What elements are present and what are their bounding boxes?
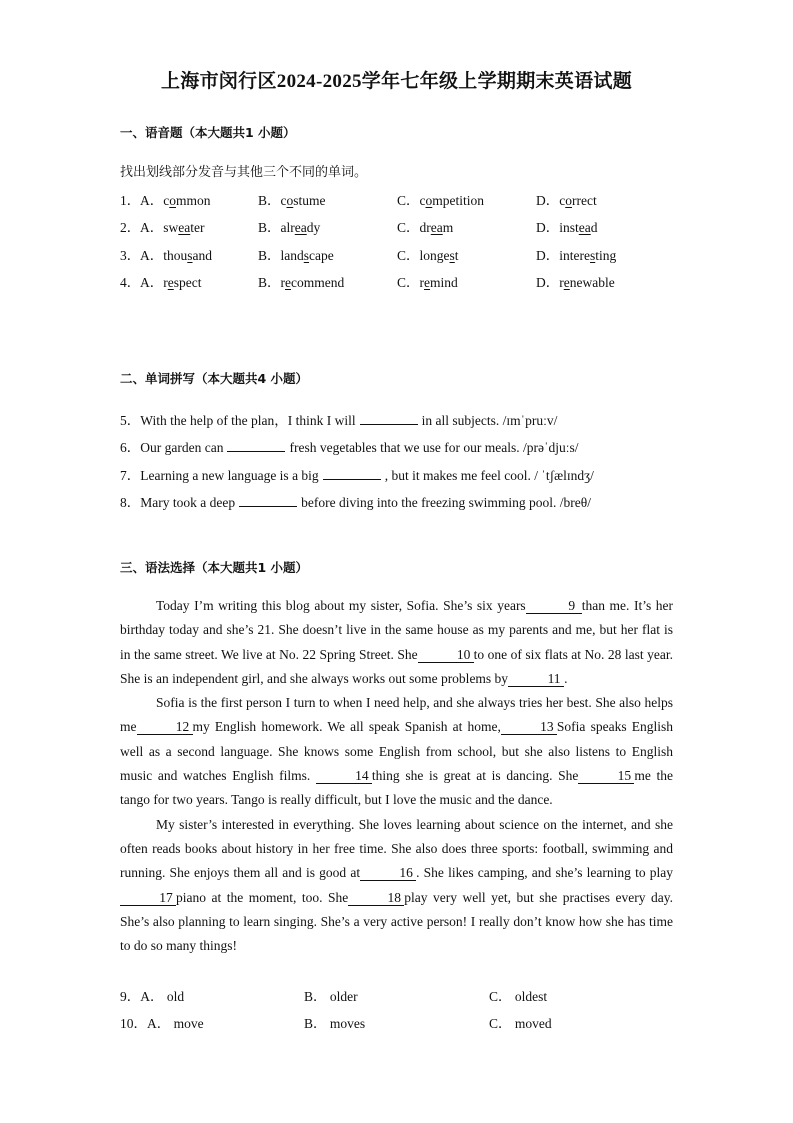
word-part: dr: [419, 220, 431, 236]
answer-option[interactable]: [140, 271, 202, 291]
passage-text: play very well yet, but she practises every day. She’s also planning to learn singing. She’s a very active person! I really don’t know how she has time to do so many things!: [120, 889, 673, 954]
passage-text: thing she is great at is dancing. She: [371, 768, 579, 784]
answer-option[interactable]: [397, 271, 458, 291]
blank-13[interactable]: 13: [501, 719, 557, 735]
underlined-part: e: [563, 274, 570, 290]
word-part: spect: [173, 274, 202, 290]
answer-row: [120, 1012, 720, 1032]
answer-blank[interactable]: [239, 494, 297, 507]
answer-blank[interactable]: [360, 412, 418, 425]
passage-text: me the tango for two years. Tango is really difficult, but I love the music and the dance.: [120, 768, 674, 808]
answer-option[interactable]: [120, 1012, 204, 1032]
passage-paragraph-2: [120, 691, 673, 812]
grammar-passage: [120, 594, 673, 958]
option-letter: B．: [258, 193, 281, 208]
word-part: ting: [595, 247, 617, 263]
spelling-question: [120, 409, 557, 429]
answer-row: [120, 985, 720, 1005]
underlined-part: s: [449, 247, 455, 263]
passage-paragraph-1: [120, 594, 673, 691]
question-row: [120, 189, 720, 209]
answer-option[interactable]: [258, 216, 320, 236]
answer-option[interactable]: [140, 189, 211, 209]
question-number: 1．: [120, 193, 141, 208]
blank-15[interactable]: 15: [578, 768, 634, 784]
blank-18[interactable]: 18: [348, 890, 404, 906]
option-text: moved: [514, 1016, 552, 1032]
spelling-question: [120, 491, 591, 511]
word-part: alr: [280, 220, 295, 236]
question-text: With the help of the plan，I think I will: [140, 413, 356, 428]
answer-option[interactable]: [258, 189, 326, 209]
option-letter: A．: [140, 193, 164, 208]
passage-text: . She likes camping, and she’s learning to play: [416, 865, 674, 881]
underlined-part: o: [286, 193, 294, 208]
word-part: and: [192, 247, 213, 263]
answer-option[interactable]: [140, 244, 212, 264]
question-row: [120, 271, 720, 291]
answer-option[interactable]: [258, 244, 334, 264]
question-row: [120, 216, 720, 236]
option-text: moves: [329, 1016, 366, 1032]
spelling-question: [120, 464, 594, 484]
option-letter: B．: [258, 274, 281, 290]
word-part: longe: [419, 247, 450, 263]
word-part: c: [280, 193, 287, 208]
option-letter: B．: [304, 989, 327, 1004]
word-part: d: [590, 220, 598, 236]
question-row: [120, 244, 720, 264]
word-part: mmon: [176, 193, 211, 208]
answer-option[interactable]: [489, 1012, 552, 1032]
word-part: stume: [293, 193, 326, 208]
question-number: 5．: [120, 413, 141, 428]
question-text: , but it makes me feel cool. / ˈtʃælɪndʒ/: [384, 467, 594, 483]
answer-option[interactable]: [304, 985, 358, 1005]
question-number: 3．: [120, 247, 141, 263]
underlined-part: s: [187, 247, 193, 263]
option-letter: C．: [489, 1016, 512, 1032]
section-1-heading: 一、语音题（本大题共1 小题）: [120, 125, 296, 140]
section-2-heading: 二、单词拼写（本大题共4 小题）: [120, 371, 309, 386]
answer-option[interactable]: [397, 216, 453, 236]
question-text: Mary took a deep: [140, 494, 236, 510]
word-part: sw: [163, 220, 179, 236]
answer-blank[interactable]: [227, 439, 285, 452]
word-part: r: [280, 274, 286, 290]
option-letter: C．: [489, 989, 512, 1004]
answer-option[interactable]: [489, 985, 547, 1005]
answer-option[interactable]: [397, 244, 459, 264]
blank-14[interactable]: 14: [316, 768, 372, 784]
answer-option[interactable]: [536, 271, 615, 291]
word-part: intere: [559, 247, 590, 263]
word-part: inst: [559, 220, 579, 236]
word-part: m: [442, 220, 454, 236]
passage-paragraph-3: [120, 813, 673, 959]
section-1-instruction: 找出划线部分发音与其他三个不同的单词。: [120, 165, 368, 180]
word-part: mpetition: [432, 193, 485, 208]
blank-17[interactable]: 17: [120, 890, 176, 906]
underlined-part: ea: [178, 220, 191, 236]
word-part: land: [280, 247, 304, 263]
word-part: r: [559, 274, 564, 290]
underlined-part: e: [424, 274, 431, 290]
option-letter: A．: [140, 274, 164, 290]
answer-option[interactable]: [397, 189, 484, 209]
word-part: commend: [291, 274, 345, 290]
section-3-heading: 三、语法选择（本大题共1 小题）: [120, 560, 309, 575]
option-letter: D．: [536, 274, 560, 290]
question-text: fresh vegetables that we use for our meals. /prəˈdjuːs/: [289, 440, 579, 456]
option-letter: A．: [140, 989, 164, 1004]
word-part: cape: [309, 247, 334, 263]
question-number: 2．: [120, 220, 141, 236]
question-text: in all subjects. /ɪmˈpruːv/: [421, 413, 558, 428]
question-text: Learning a new language is a big: [140, 467, 319, 483]
underlined-part: ea: [578, 220, 591, 236]
blank-16[interactable]: 16: [360, 865, 416, 881]
question-number: 8．: [120, 494, 141, 510]
passage-text: my English homework. We all speak Spanish at home,: [192, 719, 501, 735]
underlined-part: e: [167, 274, 174, 290]
answer-blank[interactable]: [323, 467, 381, 480]
option-letter: C．: [397, 193, 420, 208]
question-number: 6．: [120, 440, 141, 456]
passage-text: My sister’s interested in everything. She loves learning about science on the internet, and she often reads books about history in her free time. She also does three sports: football, swimming and running. She enjoys them all and is good at: [120, 816, 673, 881]
question-number: 7．: [120, 467, 141, 483]
question-text: Our garden can: [140, 440, 224, 456]
word-part: thou: [163, 247, 188, 263]
blank-10[interactable]: 10: [418, 647, 474, 663]
blank-9[interactable]: 9: [526, 598, 582, 614]
word-part: c: [559, 193, 566, 208]
word-part: newable: [569, 274, 615, 290]
underlined-part: o: [565, 193, 572, 208]
spelling-question: [120, 436, 579, 456]
passage-text: Sofia speaks English well as a second language. She knows some English from school, but she also listens to English music and watches English films.: [120, 719, 673, 784]
option-letter: A．: [140, 220, 164, 236]
passage-text: piano at the moment, too. She: [176, 889, 349, 905]
answer-option[interactable]: [536, 189, 597, 209]
option-letter: C．: [397, 220, 420, 236]
underlined-part: o: [425, 193, 433, 208]
option-letter: B．: [258, 247, 281, 263]
question-text: before diving into the freezing swimming pool. /breθ/: [301, 494, 591, 510]
option-letter: A．: [147, 1016, 171, 1032]
answer-option[interactable]: [258, 271, 344, 291]
word-part: rrect: [572, 193, 597, 208]
passage-text: than me. It’s her birthday today and she’s 21. She doesn’t live in the same house as my parents and me, but her flat is in the same street. We live at No. 22 Spring Street. She: [120, 598, 673, 662]
word-part: ter: [190, 220, 205, 236]
word-part: mind: [430, 274, 458, 290]
question-number: 4．: [120, 274, 141, 290]
underlined-part: ea: [430, 220, 443, 236]
option-text: move: [173, 1016, 204, 1032]
blank-12[interactable]: 12: [137, 719, 193, 735]
option-letter: C．: [397, 274, 420, 290]
option-text: oldest: [514, 989, 548, 1004]
word-part: r: [419, 274, 425, 290]
option-letter: D．: [536, 220, 560, 236]
word-part: dy: [306, 220, 321, 236]
passage-text: to one of six flats at No. 28 last year. She is an independent girl, and she always works out some problems by: [120, 646, 673, 686]
option-text: older: [329, 989, 358, 1004]
word-part: t: [454, 247, 459, 263]
answer-option[interactable]: [536, 244, 616, 264]
answer-option[interactable]: [140, 216, 205, 236]
blank-11[interactable]: 11: [508, 671, 564, 687]
question-number: 10．: [120, 1016, 147, 1032]
passage-text: .: [564, 670, 568, 686]
word-part: c: [419, 193, 426, 208]
option-letter: B．: [258, 220, 281, 236]
word-part: r: [163, 274, 168, 290]
underlined-part: s: [589, 247, 596, 263]
answer-option[interactable]: [536, 216, 598, 236]
underlined-part: s: [303, 247, 310, 263]
underlined-part: ea: [294, 220, 307, 236]
question-number: 9．: [120, 989, 141, 1004]
passage-text: Sofia is the first person I turn to when I need help, and she always tries her best. She also helps me: [120, 695, 673, 735]
underlined-part: e: [285, 274, 292, 290]
answer-option[interactable]: [304, 1012, 365, 1032]
option-letter: D．: [536, 247, 560, 263]
word-part: c: [163, 193, 170, 208]
answer-option[interactable]: [120, 985, 184, 1005]
passage-text: Today I’m writing this blog about my sister, Sofia. She’s six years: [156, 598, 526, 613]
option-letter: B．: [304, 1016, 327, 1032]
option-text: old: [166, 989, 185, 1004]
option-letter: C．: [397, 247, 420, 263]
underlined-part: o: [169, 193, 176, 208]
page-title: 上海市闵行区2024-2025学年七年级上学期期末英语试题: [160, 71, 633, 92]
option-letter: D．: [536, 193, 560, 208]
option-letter: A．: [140, 247, 164, 263]
